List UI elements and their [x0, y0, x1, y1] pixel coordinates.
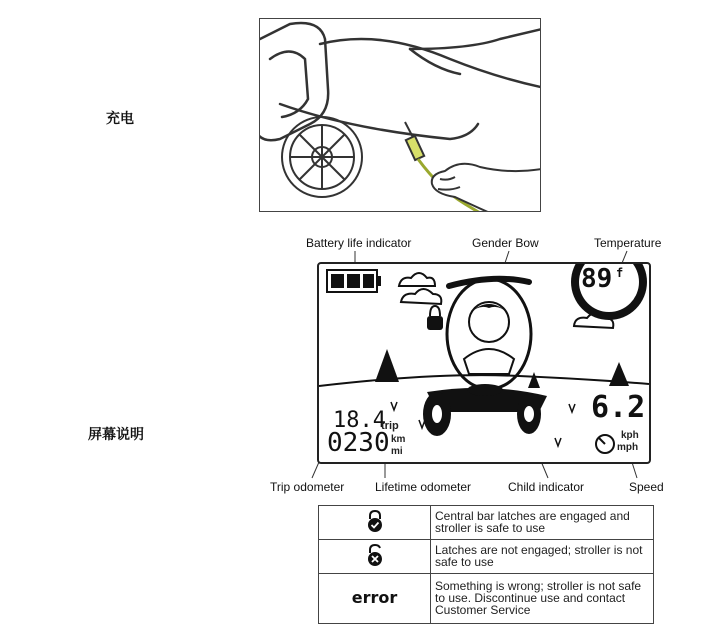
legend-text: Central bar latches are engaged and stroller is safe to use: [431, 506, 654, 540]
table-row: [319, 573, 654, 623]
battery-icon: [327, 270, 381, 292]
temperature-unit: f: [616, 266, 624, 280]
lifetime-value: 0230: [327, 428, 390, 458]
callout-battery: Battery life indicator: [306, 236, 412, 250]
display-section-label: 屏幕说明: [88, 427, 144, 443]
charging-section-label: 充电: [106, 111, 134, 127]
trip-value: 18.4: [333, 408, 386, 433]
trip-label: trip: [381, 420, 399, 432]
error-indicator-text: error: [351, 587, 398, 607]
speed-value: 6.2: [591, 390, 646, 425]
unit-kph: kph: [621, 430, 639, 441]
child-seat: [447, 279, 531, 389]
lcd-display: [317, 262, 651, 464]
table-row: [319, 539, 654, 573]
callout-trip-odometer: Trip odometer: [270, 480, 345, 494]
legend-text: Something is wrong; stroller is not safe to use. Discontinue use and contact Customer Service: [431, 573, 654, 623]
unit-mph: mph: [617, 442, 639, 453]
unit-km: km: [391, 434, 406, 445]
temperature-value: 89: [581, 264, 613, 294]
speedometer-icon: [596, 435, 614, 453]
legend-text: Latches are not engaged; stroller is not safe to use: [431, 539, 654, 573]
lock-closed-icon: [365, 510, 385, 532]
callout-lifetime-odometer: Lifetime odometer: [375, 480, 472, 494]
table-row: [319, 506, 654, 540]
callout-child-indicator: Child indicator: [508, 480, 585, 494]
unit-mi: mi: [391, 446, 403, 457]
callout-gender-bow: Gender Bow: [472, 236, 539, 250]
stroller-base: [423, 384, 547, 436]
lock-indicator-icon: [427, 306, 443, 330]
lock-open-x-icon: [365, 544, 385, 566]
callout-speed: Speed: [629, 480, 664, 494]
indicator-legend-table: [318, 505, 654, 624]
callout-temperature: Temperature: [594, 236, 662, 250]
